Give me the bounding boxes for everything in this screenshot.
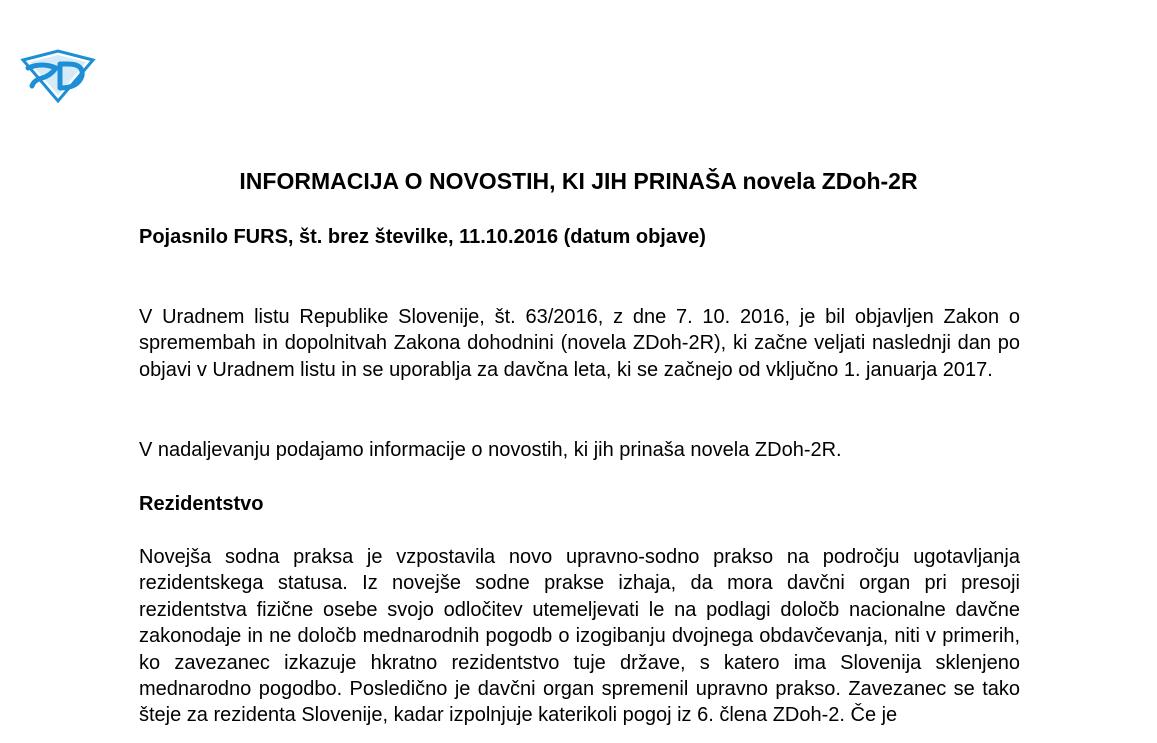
paragraph-intro: V Uradnem listu Republike Slovenije, št. 63/2016, z dne 7. 10. 2016, je bil objavljen Zakon o spremembah in dopolnitvah Zakona dohodnini (novela ZDoh-2R), ki začne veljati naslednji dan po objavi v Uradnem listu in se uporablja za davčna leta, ki se začnejo od vključno 1. januarja 2017. xyxy=(139,306,1020,381)
paragraph-overview: V nadaljevanju podajamo informacije o novostih, ki jih prinaša novela ZDoh-2R. xyxy=(139,439,842,461)
paragraph-residency: Novejša sodna praksa je vzpostavila novo upravno-sodno prakso na področju ugotavljanja rezidentskega statusa. Iz novejše sodne prakse izhaja, da mora davčni organ pri presoji rezidentstva fizične osebe svojo odločitev utemeljevati le na podlagi določb nacionalne davčne zakonodaje in ne določb mednarodnih pogodb o izogibanju dvojnega obdavčevanja, niti v primerih, ko zavezanec izkazuje hkratno rezidentstvo tuje države, s katero ima Slovenija sklenjeno mednarodno pogodbo. Posledično je davčni organ spremenil upravno prakso. Zavezanec se tako šteje za rezidenta Slovenije, kadar izpolnjuje katerikoli pogoj iz 6. člena ZDoh-2. Če je xyxy=(139,546,1020,727)
section-heading: Rezidentstvo xyxy=(139,493,264,515)
document-subtitle: Pojasnilo FURS, št. brez številke, 11.10.2016 (datum objave) xyxy=(139,226,706,248)
document-title: INFORMACIJA O NOVOSTIH, KI JIH PRINAŠA novela ZDoh-2R xyxy=(239,168,918,194)
sd-logo-icon xyxy=(20,48,96,104)
